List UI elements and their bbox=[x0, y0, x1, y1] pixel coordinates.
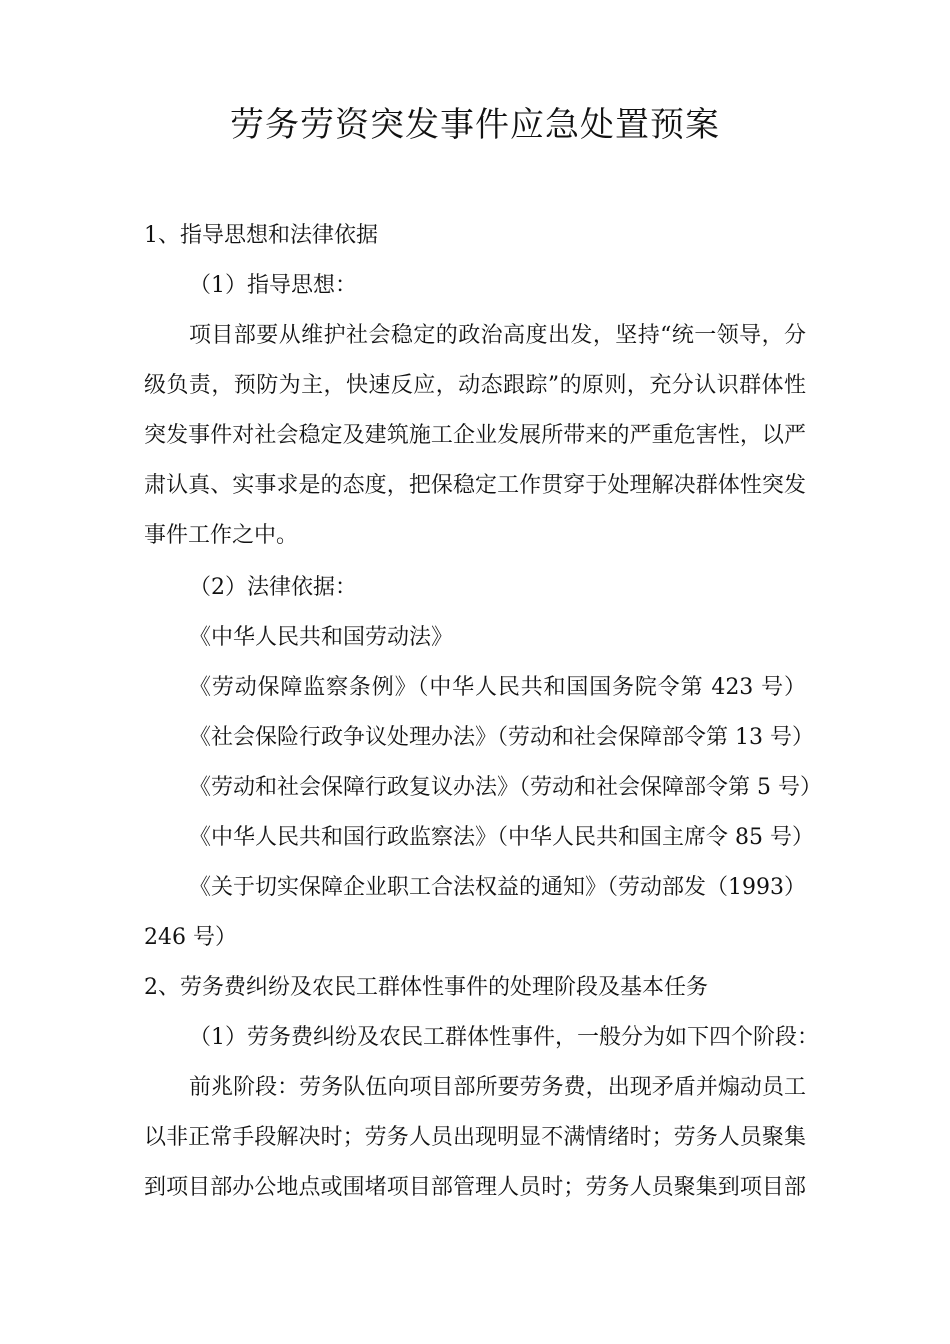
document-page: 劳务劳资突发事件应急处置预案 1、指导思想和法律依据 （1）指导思想： 项目部要从维护社会稳定的政治高度出发，坚持“统一领导，分 级负责，预防为主，快速反应，动态跟踪”的原则，充分认识群体性 突发事件对社会稳定及建筑施工企业发展所带来的严重危害性，以严 肃认真、实事求是的态度，把保稳定工作贯穿于处理解决群体性突发 事件工作之中。 （2）法律依据： 《中华人民共和国劳动法》 《劳动保障监察条例》（中华人民共和国国务院令第 423 号） 《社会保险行政争议处理办法》（劳动和社会保障部令第 13 号） 《劳动和社会保障行政复议办法》（劳动和社会保障部令第 5 号） 《中华人民共和国行政监察法》（中华人民共和国主席令 85 号） 《关于切实保障企业职工合法权益的通知》（劳动部发（1993） 246 号） 2、劳务费纠纷及农民工群体性事件的处理阶段及基本任务 （1）劳务费纠纷及农民工群体性事件，一般分为如下四个阶段： 前兆阶段：劳务队伍向项目部所要劳务费，出现矛盾并煽动员工 以非正常手段解决时；劳务人员出现明显不满情绪时；劳务人员聚集 到项目部办公地点或围堵项目部管理人员时；劳务人员聚集到项目部 bbox=[0, 0, 950, 1344]
document-title: 劳务劳资突发事件应急处置预案 bbox=[230, 105, 720, 145]
